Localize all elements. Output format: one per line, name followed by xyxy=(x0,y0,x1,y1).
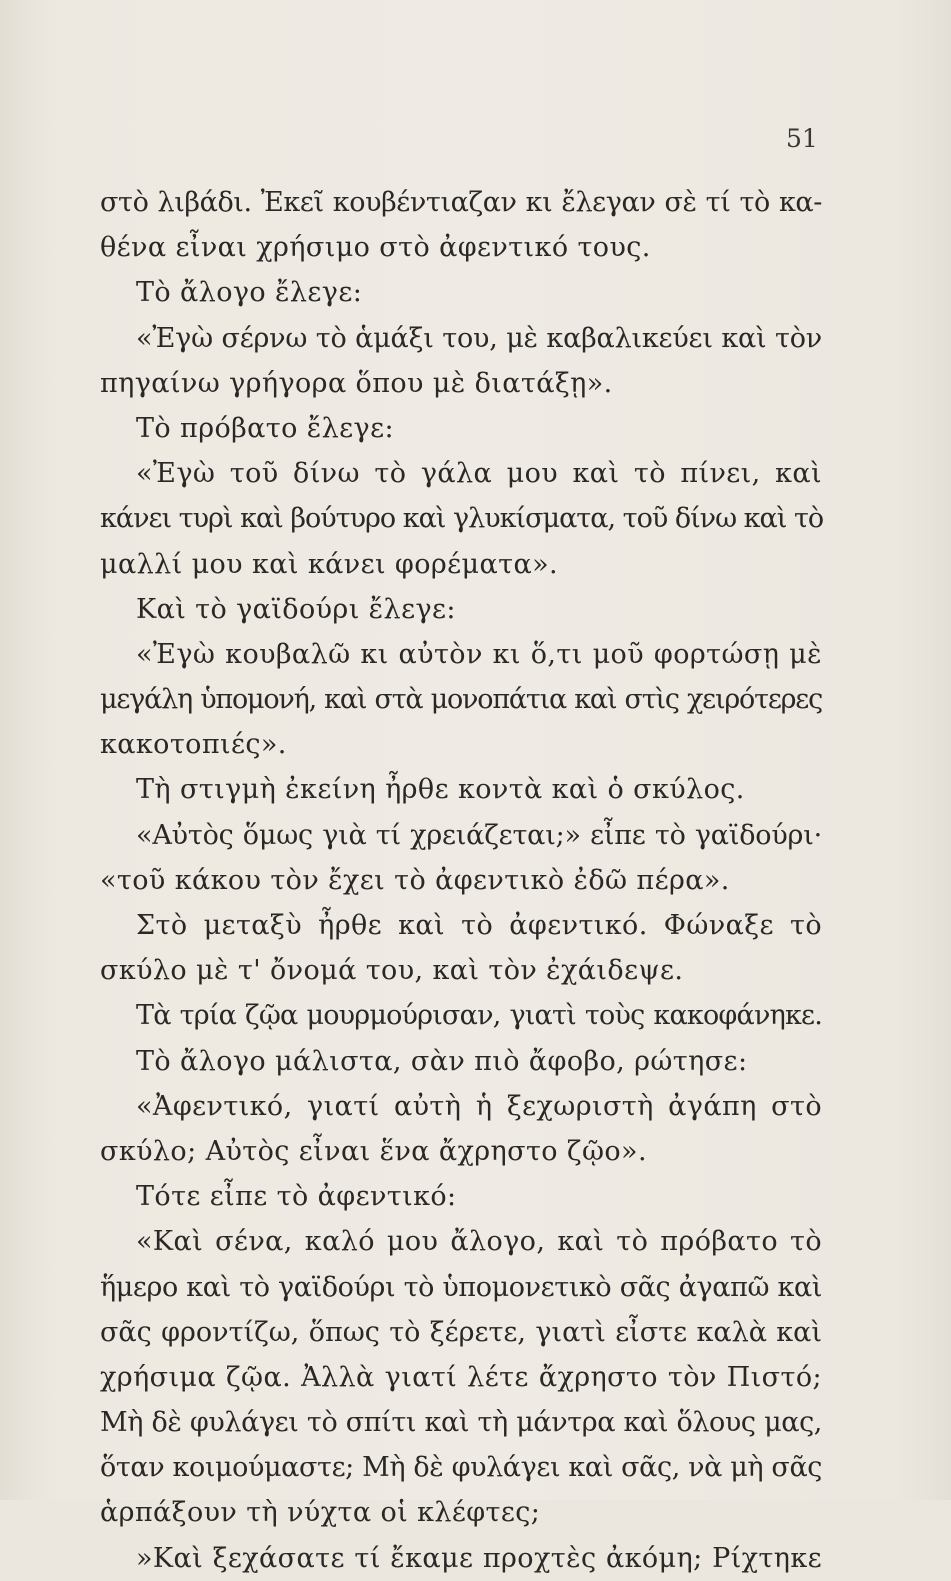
text-line: Μὴ δὲ φυλάγει τὸ σπίτι καὶ τὴ μάντρα καὶ ὅλους μας, xyxy=(100,1407,822,1439)
text-line: θένα εἶναι χρήσιμο στὸ ἀφεντικό τους. xyxy=(100,232,651,264)
text-line: σκύλο; Αὐτὸς εἶναι ἕνα ἄχρηστο ζῷο». xyxy=(100,1135,647,1167)
text-line: ὅταν κοιμούμαστε; Μὴ δὲ φυλάγει καὶ σᾶς, νὰ μὴ σᾶς xyxy=(100,1452,822,1484)
text-line: Τὸ πρόβατο ἔλεγε: xyxy=(136,412,394,444)
text-line: κάνει τυρὶ καὶ βούτυρο καὶ γλυκίσματα, τοῦ δίνω καὶ τὸ xyxy=(100,503,824,535)
text-line: «Ἀφεντικό, γιατί αὐτὴ ἡ ξεχωριστὴ ἀγάπη στὸ xyxy=(136,1090,822,1122)
text-line: Στὸ μεταξὺ ἦρθε καὶ τὸ ἀφεντικό. Φώναξε τὸ xyxy=(136,910,822,941)
text-line: «Καὶ σένα, καλό μου ἄλογο, καὶ τὸ πρόβατο τὸ xyxy=(136,1226,822,1258)
text-line: «τοῦ κάκου τὸν ἔχει τὸ ἀφεντικὸ ἐδῶ πέρα». xyxy=(100,864,730,896)
text-line: »Καὶ ξεχάσατε τί ἔκαμε προχτὲς ἀκόμη; Ρίχτηκε xyxy=(136,1542,822,1574)
page-number: 51 xyxy=(786,124,818,153)
text-line: «Ἐγὼ τοῦ δίνω τὸ γάλα μου καὶ τὸ πίνει, καὶ xyxy=(136,458,822,490)
text-line: κακοτοπιές». xyxy=(100,729,287,761)
text-line: πηγαίνω γρήγορα ὅπου μὲ διατάξῃ». xyxy=(100,367,613,399)
text-line: Τότε εἶπε τὸ ἀφεντικό: xyxy=(136,1181,457,1213)
text-line: μαλλί μου καὶ κάνει φορέματα». xyxy=(100,548,559,580)
text-line: Τὰ τρία ζῷα μουρμούρισαν, γιατὶ τοὺς κακοφάνηκε. xyxy=(136,1000,822,1032)
text-line: Τὴ στιγμὴ ἐκείνη ἦρθε κοντὰ καὶ ὁ σκύλος. xyxy=(136,774,745,806)
text-line: Τὸ ἄλογο ἔλεγε: xyxy=(136,277,363,309)
text-line: σκύλο μὲ τ' ὄνομά του, καὶ τὸν ἐχάιδεψε. xyxy=(100,955,684,987)
text-line: ἁρπάξουν τὴ νύχτα οἱ κλέφτες; xyxy=(100,1497,541,1529)
text-line: «Αὐτὸς ὅμως γιὰ τί χρειάζεται;» εἶπε τὸ γαϊδούρι· xyxy=(136,819,822,851)
text-line: μεγάλη ὑπομονή, καὶ στὰ μονοπάτια καὶ στὶς χειρότερες xyxy=(100,684,822,716)
text-line: στὸ λιβάδι. Ἐκεῖ κουβέντιαζαν κι ἔλεγαν σὲ τί τὸ κα- xyxy=(100,187,822,218)
text-line: «Ἐγὼ σέρνω τὸ ἁμάξι του, μὲ καβαλικεύει καὶ τὸν xyxy=(136,322,822,354)
text-line: Καὶ τὸ γαϊδούρι ἔλεγε: xyxy=(136,593,456,625)
text-line: σᾶς φροντίζω, ὅπως τὸ ξέρετε, γιατὶ εἶστε καλὰ καὶ xyxy=(100,1316,822,1348)
body-text xyxy=(100,180,822,1581)
text-line: Τὸ ἄλογο μάλιστα, σὰν πιὸ ἄφοβο, ρώτησε: xyxy=(136,1045,748,1077)
text-line: χρήσιμα ζῷα. Ἀλλὰ γιατί λέτε ἄχρηστο τὸν Πιστό; xyxy=(100,1361,822,1393)
text-line: ἥμερο καὶ τὸ γαϊδούρι τὸ ὑπομονετικὸ σᾶς ἀγαπῶ καὶ xyxy=(100,1271,822,1303)
text-line: «Ἐγὼ κουβαλῶ κι αὐτὸν κι ὅ,τι μοῦ φορτώσῃ μὲ xyxy=(136,638,822,670)
